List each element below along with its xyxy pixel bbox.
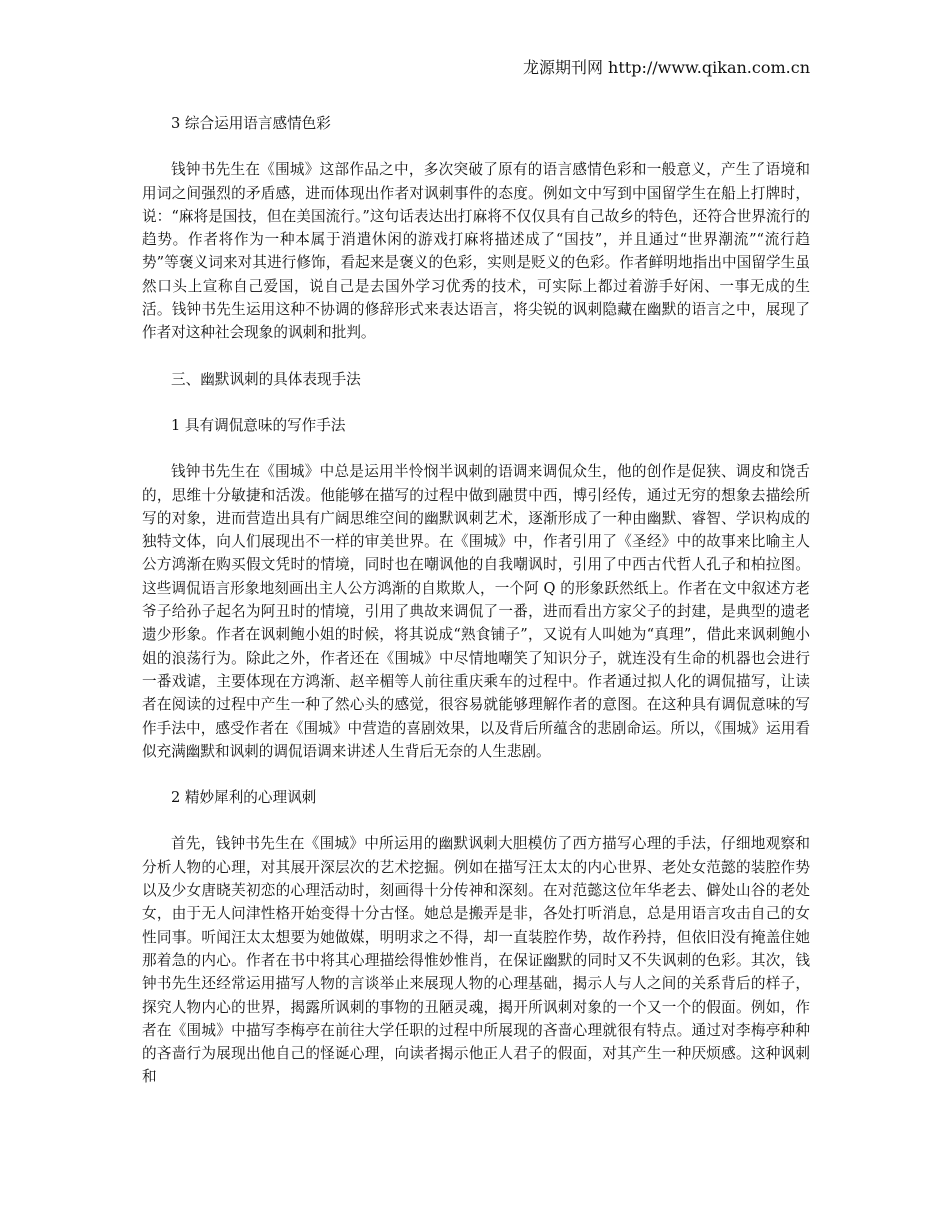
subsection-heading-2: 2 精妙犀利的心理讽刺 — [171, 789, 317, 807]
paragraph: 钱钟书先生在《围城》这部作品之中，多次突破了原有的语言感情色彩和一般意义，产生了语境和用词之间强烈的矛盾感，进而体现出作者对讽刺事件的态度。例如文中写到中国留学生在船上打牌时，说：“麻将是国技，但在美国流行。”这句话表达出打麻将不仅仅具有自己故乡的特色，还符合世界流行的趋势。作者将作为一种本属于消遣休闲的游戏打麻将描述成了“国技”，并且通过“世界潮流”“流行趋势”等褒义词来对其进行修饰，看起来是褒义的色彩，实则是贬义的色彩。作者鲜明地指出中国留学生虽然口头上宣称自己爱国，说自己是去国外学习优秀的技术，可实际上都过着游手好闲、一事无成的生活。钱钟书先生运用这种不协调的修辞形式来表达语言，将尖锐的讽刺隐藏在幽默的语言之中，展现了作者对这种社会现象的讽刺和批判。 — [142, 161, 810, 342]
part-heading-3: 三、幽默讽刺的具体表现手法 — [171, 370, 361, 388]
section-heading-3: 3 综合运用语言感情色彩 — [171, 115, 331, 132]
article-body — [142, 112, 810, 1112]
paragraph: 首先，钱钟书先生在《围城》中所运用的幽默讽刺大胆模仿了西方描写心理的手法，仔细地观察和分析人物的心理，对其展开深层次的艺术挖掘。例如在描写汪太太的内心世界、老处女范懿的装腔作势以及少女唐晓芙初恋的心理活动时，刻画得十分传神和深刻。在对范懿这位年华老去、僻处山谷的老处女，由于无人问津性格开始变得十分古怪。她总是搬弄是非，各处打听消息，总是用语言攻击自己的女性同事。听闻汪太太想要为她做媒，明明求之不得，却一直装腔作势，故作矜持，但依旧没有掩盖住她那着急的内心。作者在书中将其心理描绘得惟妙惟肖，在保证幽默的同时又不失讽刺的色彩。其次，钱钟书先生还经常运用描写人物的言谈举止来展现人物的心理基础，揭示人与人之间的关系背后的样子，探究人物内心的世界，揭露所讽刺的事物的丑陋灵魂，揭开所讽刺对象的一个又一个的假面。例如，作者在《围城》中描写李梅亭在前往大学任职的过程中所展现的吝啬心理就很有特点。通过对李梅亭种种的吝啬行为展现出他自己的怪诞心理，向读者揭示他正人君子的假面，对其产生一种厌烦感。这种讽刺和 — [142, 835, 810, 1086]
source-header: 龙源期刊网 http://www.qikan.com.cn — [522, 58, 810, 77]
paragraph: 钱钟书先生在《围城》中总是运用半怜悯半讽刺的语调来调侃众生，他的创作是促狭、调皮和饶舌的，思维十分敏捷和活泼。他能够在描写的过程中做到融贯中西，博引经传，通过无穷的想象去描绘所写的对象，进而营造出具有广阔思维空间的幽默讽刺艺术，逐渐形成了一种由幽默、睿智、学识构成的独特文体，向人们展现出不一样的审美世界。在《围城》中，作者引用了《圣经》中的故事来比喻主人公方鸿渐在购买假文凭时的情境，同时也在嘲讽他的自我嘲讽时，引用了中西古代哲人孔子和柏拉图。这些调侃语言形象地刻画出主人公方鸿渐的自欺欺人，一个阿 Q 的形象跃然纸上。作者在文中叙述方老爷子给孙子起名为阿丑时的情境，引用了典故来调侃了一番，进而看出方家父子的封建，是典型的遗老遗少形象。作者在讽刺鲍小姐的时候，将其说成“熟食铺子”，又说有人叫她为“真理”，借此来讽刺鲍小姐的浪荡行为。除此之外，作者还在《围城》中尽情地嘲笑了知识分子，就连没有生命的机器也会进行一番戏谑，主要体现在方鸿渐、赵辛楣等人前往重庆乘车的过程中。作者通过拟人化的调侃描写，让读者在阅读的过程中产生一种了然心头的感觉，很容易就能够理解作者的意图。在这种具有调侃意味的写作手法中，感受作者在《围城》中营造的喜剧效果，以及背后所蕴含的悲剧命运。所以，《围城》运用看似充满幽默和讽刺的调侃语调来讲述人生背后无奈的人生悲剧。 — [142, 463, 810, 760]
subsection-heading-1: 1 具有调侃意味的写作手法 — [171, 416, 346, 434]
